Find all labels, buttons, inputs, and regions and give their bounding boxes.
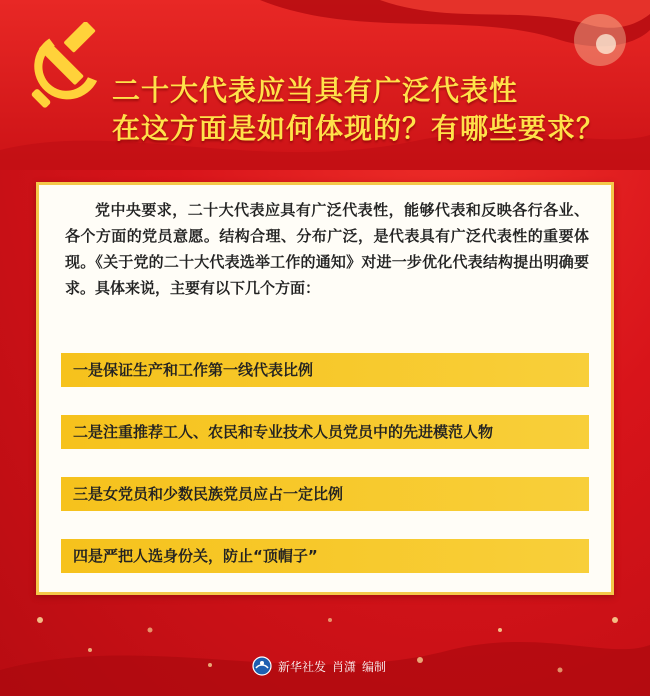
- page-title-line-2: 在这方面是如何体现的？有哪些要求？: [112, 112, 606, 145]
- xinhua-logo-icon: [252, 656, 272, 676]
- content-card: [36, 182, 614, 595]
- credit-role: 编制: [362, 659, 387, 674]
- page-title-line-1: 二十大代表应当具有广泛代表性: [112, 74, 519, 107]
- requirement-item-3: 三是女党员和少数民族党员应占一定比例: [61, 477, 589, 511]
- credit-author: 肖潇: [332, 659, 357, 674]
- sparkle-decoration: [0, 590, 650, 696]
- hammer-and-sickle-icon: [18, 22, 110, 114]
- requirement-item-1: 一是保证生产和工作第一线代表比例: [61, 353, 589, 387]
- credit-footer: [252, 654, 386, 678]
- intro-paragraph: 党中央要求，二十大代表应具有广泛代表性，能够代表和反映各行各业、各个方面的党员意愿。结构合理、分布广泛，是代表具有广泛代表性的重要体现。《关于党的二十大代表选举工作的通知》对进一步优化代表结构提出明确要求。具体来说，主要有以下几个方面：: [65, 201, 589, 297]
- requirement-item-2: 二是注重推荐工人、农民和专业技术人员党员中的先进模范人物: [61, 415, 589, 449]
- credit-agency: 新华社发: [278, 659, 327, 674]
- requirement-item-4: 四是严把人选身份关，防止“顶帽子”: [61, 539, 589, 573]
